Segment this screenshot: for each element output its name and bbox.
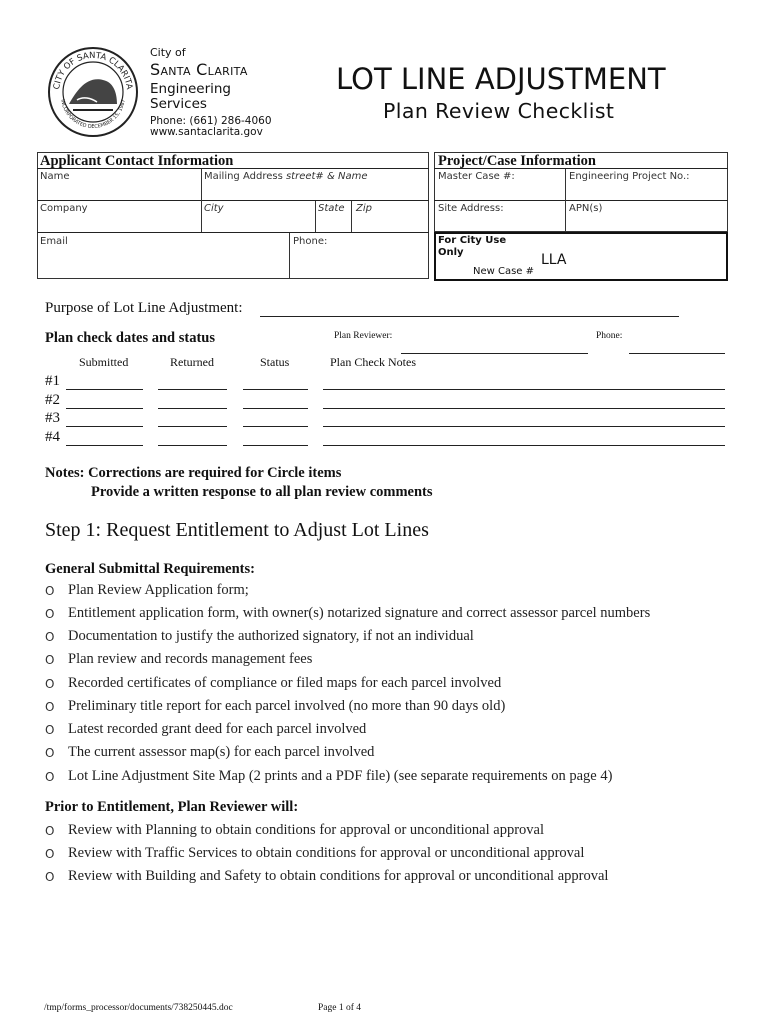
footer-page-number: Page 1 of 4	[318, 1003, 362, 1013]
site-address-label: Site Address:	[438, 203, 504, 214]
requirement-item: Latest recorded grant deed for each parcel involved	[68, 721, 367, 737]
requirement-item: Preliminary title report for each parcel involved (no more than 90 days old)	[68, 698, 506, 714]
bullet-icon: O	[45, 770, 55, 784]
bullet-icon: O	[45, 677, 55, 691]
applicant-heading: Applicant Contact Information	[40, 153, 234, 169]
row1-returned[interactable]	[158, 389, 227, 390]
notes-line2: Provide a written response to all plan review comments	[91, 484, 433, 500]
email-field-label: Email	[40, 236, 68, 247]
mailing-address-label	[204, 171, 367, 182]
bullet-icon: O	[45, 824, 55, 838]
requirement-item: The current assessor map(s) for each parcel involved	[68, 744, 375, 760]
requirement-item: Entitlement application form, with owner(s) notarized signature and correct assessor parcel numbers	[68, 605, 651, 621]
row1-submitted[interactable]	[66, 389, 143, 390]
row-label-2: #2	[45, 392, 60, 408]
reviewer-item: Review with Traffic Services to obtain conditions for approval or unconditional approval	[68, 845, 585, 861]
name-field-label: Name	[40, 171, 70, 182]
purpose-input-line[interactable]	[260, 316, 679, 317]
state-field-label: State	[318, 203, 345, 214]
row2-notes[interactable]	[323, 408, 725, 409]
row2-returned[interactable]	[158, 408, 227, 409]
bullet-icon: O	[45, 653, 55, 667]
col-submitted: Submitted	[79, 355, 129, 369]
row2-status[interactable]	[243, 408, 308, 409]
reviewer-phone-input-line[interactable]	[629, 353, 725, 354]
row1-notes[interactable]	[323, 389, 725, 390]
project-heading: Project/Case Information	[438, 153, 596, 169]
phone-text: Phone: (661) 286-4060	[150, 115, 272, 127]
row-label-4: #4	[45, 429, 60, 445]
zip-field-label: Zip	[356, 203, 372, 214]
row4-notes[interactable]	[323, 445, 725, 446]
row-label-1: #1	[45, 373, 60, 389]
city-seal	[47, 46, 139, 138]
plan-reviewer-input-line[interactable]	[401, 353, 588, 354]
department-line2: Services	[150, 96, 207, 112]
row4-submitted[interactable]	[66, 445, 143, 446]
bullet-icon: O	[45, 607, 55, 621]
purpose-label: Purpose of Lot Line Adjustment:	[45, 300, 243, 316]
requirement-item: Recorded certificates of compliance or filed maps for each parcel involved	[68, 675, 502, 691]
plan-reviewer-label: Plan Reviewer:	[334, 331, 393, 341]
company-field-label: Company	[40, 203, 88, 214]
requirement-item: Plan review and records management fees	[68, 651, 313, 667]
requirement-item: Plan Review Application form;	[68, 582, 249, 598]
row-label-3: #3	[45, 410, 60, 426]
bullet-icon: O	[45, 700, 55, 714]
seal-bottom-text: INCORPORATED DECEMBER 15, 1987	[59, 98, 127, 131]
row3-submitted[interactable]	[66, 426, 143, 427]
row3-returned[interactable]	[158, 426, 227, 427]
applicant-phone-label: Phone:	[293, 236, 328, 247]
col-status: Status	[260, 355, 290, 369]
city-use-label-line1: For City Use	[438, 235, 507, 246]
requirement-item: Lot Line Adjustment Site Map (2 prints and a PDF file) (see separate requirements on page 4)	[68, 768, 613, 784]
row3-notes[interactable]	[323, 426, 725, 427]
row1-status[interactable]	[243, 389, 308, 390]
website-link[interactable]: www.santaclarita.gov	[150, 126, 263, 138]
plan-check-heading: Plan check dates and status	[45, 330, 215, 346]
row2-submitted[interactable]	[66, 408, 143, 409]
col-returned: Returned	[170, 355, 214, 369]
footer-path: /tmp/forms_processor/documents/738250445.doc	[44, 1003, 233, 1013]
mailing-address-label-text: Mailing Address	[204, 171, 283, 182]
mailing-address-hint: street# & Name	[285, 171, 368, 182]
bullet-icon: O	[45, 847, 55, 861]
col-plan-check-notes: Plan Check Notes	[330, 355, 416, 369]
reviewer-phone-label: Phone:	[596, 331, 623, 341]
city-use-label-line2: Only	[438, 247, 464, 258]
row3-status[interactable]	[243, 426, 308, 427]
page-title: LOT LINE ADJUSTMENT	[336, 62, 666, 96]
bullet-icon: O	[45, 630, 55, 644]
case-prefix: LLA	[541, 252, 567, 268]
apn-label: APN(s)	[569, 203, 603, 214]
city-field-label: City	[204, 203, 224, 214]
bullet-icon: O	[45, 870, 55, 884]
step1-heading: Step 1: Request Entitlement to Adjust Lot Lines	[45, 519, 429, 541]
new-case-label: New Case #	[473, 266, 535, 277]
bullet-icon: O	[45, 723, 55, 737]
master-case-label: Master Case #:	[438, 171, 515, 182]
general-requirements-heading: General Submittal Requirements:	[45, 561, 255, 577]
city-of-label: City of	[150, 46, 186, 59]
bullet-icon: O	[45, 746, 55, 760]
reviewer-item: Review with Building and Safety to obtain conditions for approval or unconditional approval	[68, 868, 609, 884]
bullet-icon: O	[45, 584, 55, 598]
notes-line1: Notes: Corrections are required for Circle items	[45, 465, 342, 481]
requirement-item: Documentation to justify the authorized signatory, if not an individual	[68, 628, 474, 644]
reviewer-item: Review with Planning to obtain conditions for approval or unconditional approval	[68, 822, 544, 838]
department-line1: Engineering	[150, 81, 231, 97]
page-subtitle: Plan Review Checklist	[383, 99, 615, 123]
city-name: Santa Clarita	[150, 60, 248, 79]
row4-returned[interactable]	[158, 445, 227, 446]
row4-status[interactable]	[243, 445, 308, 446]
seal-top-text: CITY OF SANTA CLARITA	[52, 50, 134, 91]
engineering-project-label: Engineering Project No.:	[569, 171, 690, 182]
prior-entitlement-heading: Prior to Entitlement, Plan Reviewer will:	[45, 799, 299, 815]
